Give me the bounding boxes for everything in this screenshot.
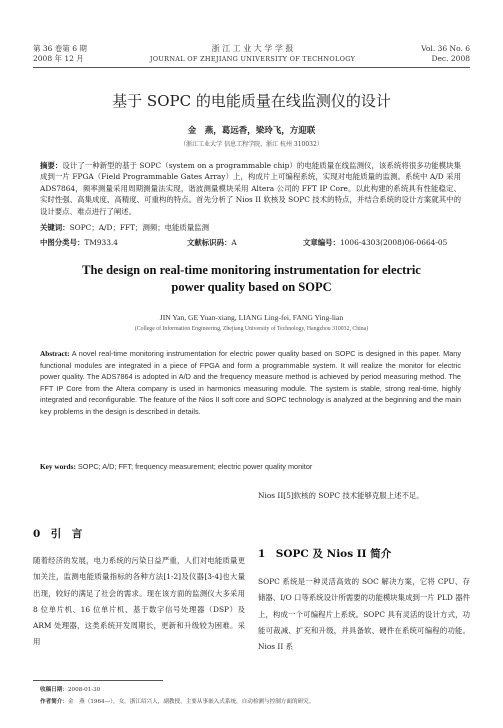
title-zh: 基于 SOPC 的电能质量在线监测仪的设计 [112,92,391,110]
keywords-en-text: SOPC; A/D; FFT; frequency measurement; electric power quality monitor [77,462,313,471]
author-bio-value: 金 燕（1964—），女，浙江绍兴人，副教授，主要从事嵌入式系统，自动检测与控制方面的研究。 [67,699,315,705]
authors-zh: 金 燕，葛远香，梁玲飞，方迎联 [187,126,316,136]
title-en-line2: power quality based on SOPC [171,280,332,294]
keywords-zh-text: SOPC；A/D；FFT；测频；电能质量监测 [69,223,209,232]
volume-issue-en: Vol. 36 No. 6 [421,44,470,53]
abstract-en [40,348,461,418]
clc-number [40,237,118,248]
section-1-heading: 1 SOPC 及 Nios II 简介 [258,548,392,560]
affiliation-en: (College of Information Engineering, Zhejiang University of Technology, Hangzhou 310032, China) [134,326,369,332]
abstract-en-text: A novel real-time monitoring instrumentation for electric power quality based on SOPC is designed in this paper. Many functional modules are integrated in a piece of FPGA and form a programmable system. It will realize the monitor for electric power quality. The ADS7864 is adopted in A/D and the frequency measure method is achieved by period measuring method. The FFT IP Core from the Altera company is used in harmonics measuring module. The system is stable, strong real-time, highly integrated and reconfigurable. The feature of the Nios II soft core and SOPC technology is analyzed at the beginning and the main key problems in the design is described in details. [40,349,461,416]
abstract-zh [40,160,461,217]
article-number [303,237,447,248]
keywords-en-label: Key words: [40,462,76,471]
title-en-line1: The design on real-time monitoring instrumentation for electric [82,263,421,277]
abstract-zh-label: 摘要： [40,161,63,170]
abstract-zh-text: 设计了一种新型的基于 SOPC（system on a programmable chip）的电能质量在线监测仪，该系统将很多功能模块集成到一片 FPGA（Field Programmable Gates Array）上，构成片上可编程系统，实现对电能质量的监测。系统中 A/D 采用 ADS7864，频率测量采用周期测量法实现，谐波测量模块采用 Altera 公司的 FFT IP Core。以此构建的系统具有性能稳定、实时性强、高集成度、高精度、可重构的特点。首先分析了 Nios II 软核及 SOPC 技术的特点，并结合系统的设计方案就其中的设计要点、难点进行了阐述。 [40,161,461,216]
clc-label: 中图分类号： [40,238,85,247]
keywords-zh-label: 关键词： [40,223,70,232]
keywords-zh [40,222,461,233]
section-1-body: SOPC 系统是一种灵活高效的 SOC 解决方案，它将 CPU、存储器、I/O 口等系统设计所需要的功能模块集成到一片 PLD 器件上，构成一个可编程片上系统。SOPC 具有灵活的设计方式，功能可裁减、扩充和升级，并具备软、硬件在系统可编程的功能。Nios II 系 [258,577,470,652]
author-bio-label: 作者简介： [40,699,68,705]
authors-en: JIN Yan, GE Yuan-xiang, LIANG Ling-fei, FANG Ying-lian [159,313,344,322]
header-left [33,44,87,64]
doc-label: 文献标识码： [187,238,232,247]
document-code [187,237,237,248]
doc-value: A [231,238,237,247]
abstract-en-label: Abstract: [40,349,70,358]
article-label: 文章编号： [303,238,340,247]
journal-name-en: JOURNAL OF ZHEJIANG UNIVERSITY OF TECHNOLOGY [149,55,356,63]
date-zh: 2008 年 12 月 [33,54,84,63]
section-0-heading: 0 引 言 [33,528,83,540]
date-en: Dec. 2008 [431,54,470,63]
footnote-rule [33,680,163,681]
received-label: 收稿日期： [40,687,68,693]
footnote-author [40,697,470,705]
title-en [33,262,470,296]
journal-name-zh: 浙 江 工 业 大 学 学 报 [211,44,294,53]
footnote-received [40,685,470,693]
volume-issue-zh: 第 36 卷第 6 期 [33,44,87,53]
affiliation-zh: （浙江工业大学 信息工程学院，浙江 杭州 310032） [180,141,323,148]
header-center [140,43,365,65]
header-rule [33,67,470,68]
right-column-continuation: Nios II[5]软核的 SOPC 技术能够克服上述不足。 [258,491,424,500]
received-value: 2008-01-30 [67,687,101,693]
section-0-body: 随着经济的发展，电力系统的污染日益严重，人们对电能质量更加关注，监测电能质量指标的各种方法[1-2]及仪器[3-4]也大量出现，较好的满足了社会的需求。现在该方面的监测仪大多采用 8 位单片机、16 位单片机、基于数字信号处理器（DSP）及 ARM 处理器，这类系统开发周期长，更新和升级较为困难。采用 [33,556,245,647]
keywords-en [40,462,461,471]
clc-value: TM933.4 [84,238,119,247]
article-value: 1006-4303(2008)06-0664-05 [339,238,448,247]
header-right [421,44,470,64]
